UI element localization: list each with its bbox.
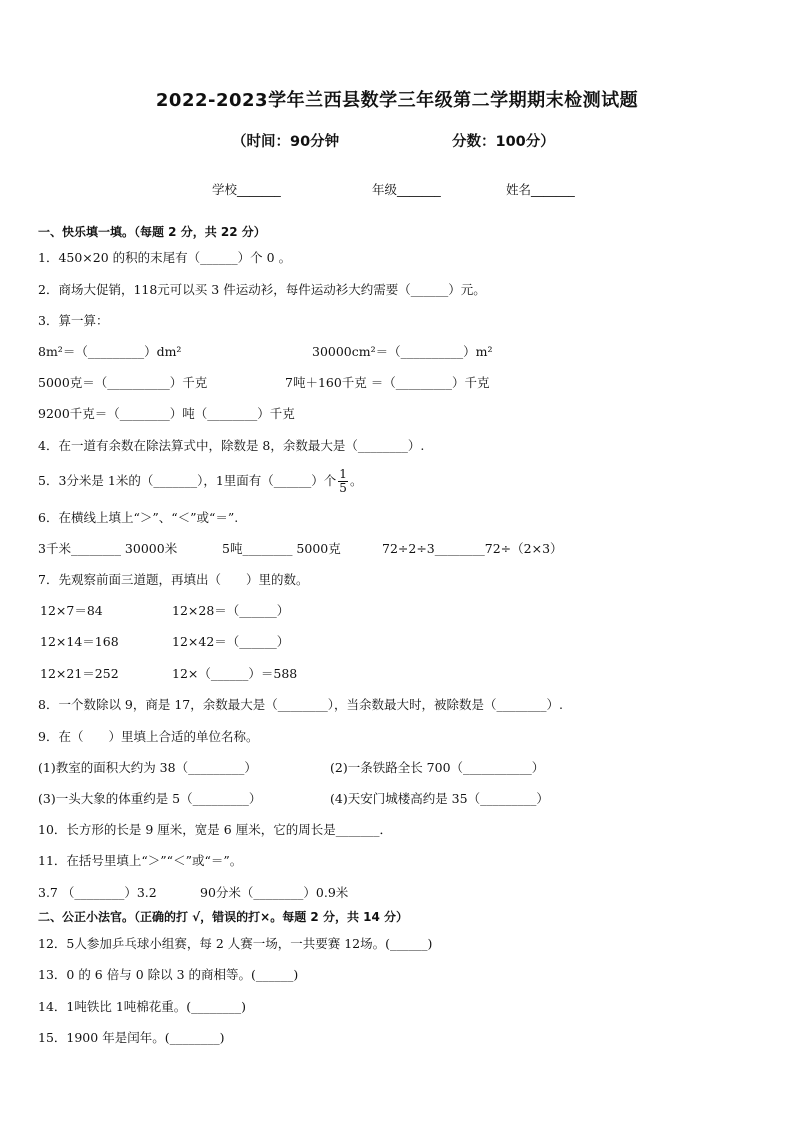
question-5 [38,466,362,496]
question-11b: 90分米（________）0.9米 [200,885,349,900]
question-6b: 5吨________ 5000克 [222,541,341,556]
question-6c: 72÷2÷3________72÷（2×3） [382,541,563,556]
question-9a-1: (1)教室的面积大约为 38（_________） [38,760,257,775]
name-field: 姓名_______ [506,182,575,197]
question-3: 3．算一算： [38,313,109,328]
question-7b-1: 12×14＝168 [40,634,119,649]
question-10: 10．长方形的长是 9 厘米，宽是 6 厘米，它的周长是_______． [38,822,392,837]
question-7c-1: 12×21＝252 [40,666,119,681]
question-13: 13．0 的 6 倍与 0 除以 3 的商相等。(______) [38,967,299,982]
question-6: 6．在横线上填上“＞”、“＜”或“＝”. [38,510,239,525]
section2-heading: 二、公正小法官。（正确的打 √，错误的打×。每题 2 分，共 14 分） [38,910,408,924]
exam-time: （时间：90分钟 [232,134,340,150]
page-title: 2022-2023学年兰西县数学三年级第二学期期末检测试题 [155,90,639,111]
question-11a: 3.7 （________）3.2 [38,885,157,900]
fraction-denominator: 5 [339,481,347,495]
question-14: 14．1吨铁比 1吨棉花重。(________) [38,999,247,1014]
section1-heading: 一、快乐填一填。（每题 2 分，共 22 分） [38,225,266,239]
question-9a-2: (2)一条铁路全长 700（___________） [330,760,545,775]
question-9: 9．在（ ）里填上合适的单位名称。 [38,729,259,744]
fraction-numerator: 1 [339,467,347,481]
question-15: 15．1900 年是闰年。(________) [38,1030,225,1045]
question-3b-1: 5000克＝（__________）千克 [38,375,208,390]
question-5-end: 。 [349,473,363,488]
fraction-one-fifth [338,468,348,495]
question-12: 12．5人参加乒乓球小组赛，每 2 人赛一场，一共要赛 12场。(______) [38,936,433,951]
exam-score: 分数：100分） [452,134,555,150]
school-field: 学校_______ [212,182,281,197]
question-7c-2: 12×（______）＝588 [172,666,298,681]
question-2: 2．商场大促销，118元可以买 3 件运动衫，每件运动衫大约需要（______）元。 [38,282,486,297]
grade-field: 年级_______ [372,182,441,197]
question-3c: 9200千克＝（________）吨（________）千克 [38,406,295,421]
question-8: 8．一个数除以 9，商是 17，余数最大是（________），当余数最大时，被除数是（________）. [38,697,563,712]
question-1: 1．450×20 的积的末尾有（______）个 0 。 [38,250,292,265]
question-3a-1: 8m²＝（_________）dm² [38,344,182,359]
question-7a-2: 12×28＝（______） [172,603,290,618]
question-6a: 3千米________ 30000米 [38,541,178,556]
question-4: 4．在一道有余数在除法算式中，除数是 8，余数最大是（________）. [38,438,425,453]
question-9b-2: (4)天安门城楼高约是 35（_________） [330,791,549,806]
question-5-text: 5．3分米是 1米的（_______），1里面有（______）个 [38,473,337,488]
question-11: 11．在括号里填上“＞”“＜”或“＝”。 [38,853,243,868]
question-3b-2: 7吨＋160千克 ＝（_________）千克 [285,375,490,390]
question-9b-1: (3)一头大象的体重约是 5（_________） [38,791,262,806]
question-7a-1: 12×7＝84 [40,603,103,618]
question-7: 7．先观察前面三道题，再填出（ ）里的数。 [38,572,309,587]
question-3a-2: 30000cm²＝（__________）m² [312,344,493,359]
question-7b-2: 12×42＝（______） [172,634,290,649]
